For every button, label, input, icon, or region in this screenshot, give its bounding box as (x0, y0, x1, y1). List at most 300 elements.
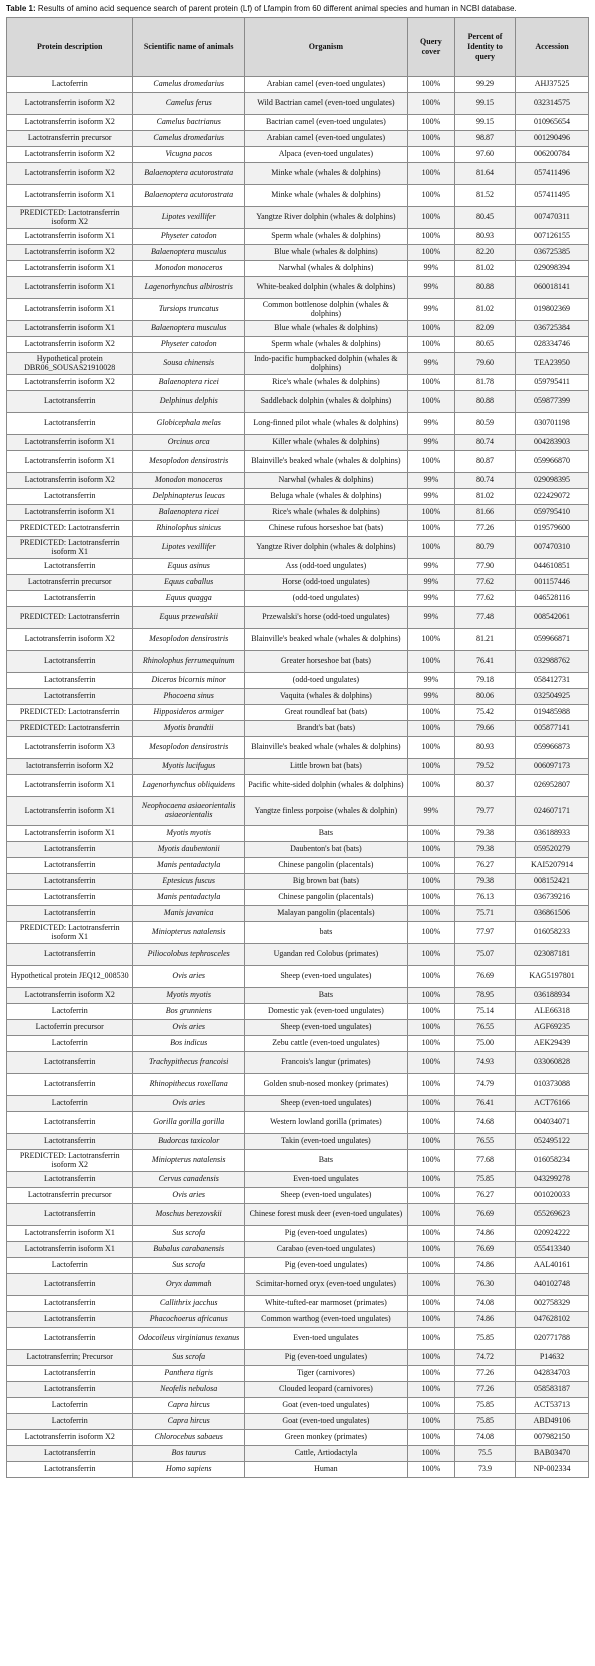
accession-cell: 059966871 (516, 629, 589, 651)
table-row (7, 505, 589, 521)
table-row (7, 337, 589, 353)
query-cover-cell: 99% (407, 299, 454, 321)
table-row (7, 966, 589, 988)
accession-cell: AEK29439 (516, 1036, 589, 1052)
accession-cell: 001290496 (516, 131, 589, 147)
organism-cell: Goat (even-toed ungulates) (244, 1398, 407, 1414)
accession-cell: 055269623 (516, 1204, 589, 1226)
query-cover-cell: 100% (407, 321, 454, 337)
query-cover-cell: 100% (407, 1242, 454, 1258)
accession-cell: 008152421 (516, 874, 589, 890)
query-cover-cell: 100% (407, 537, 454, 559)
table-row (7, 277, 589, 299)
organism-cell: Sperm whale (whales & dolphins) (244, 229, 407, 245)
query-cover-cell: 100% (407, 375, 454, 391)
query-cover-cell: 99% (407, 489, 454, 505)
scientific-name-cell: Camelus dromedarius (133, 131, 244, 147)
protein-description-cell: Lactoferrin (7, 1414, 133, 1430)
query-cover-cell: 100% (407, 890, 454, 906)
percent-identity-cell: 98.87 (455, 131, 516, 147)
scientific-name-cell: Neophocaena asiaeorientalis asiaeorientalis (133, 797, 244, 826)
scientific-name-cell: Miniopterus natalensis (133, 1150, 244, 1172)
percent-identity-cell: 80.93 (455, 737, 516, 759)
organism-cell: Goat (even-toed ungulates) (244, 1414, 407, 1430)
organism-cell: Pig (even-toed ungulates) (244, 1258, 407, 1274)
query-cover-cell: 100% (407, 906, 454, 922)
table-row (7, 1274, 589, 1296)
organism-cell: Great roundleaf bat (bats) (244, 705, 407, 721)
organism-cell: Long-finned pilot whale (whales & dolphins) (244, 413, 407, 435)
accession-cell: 036188933 (516, 826, 589, 842)
protein-description-cell: Lactotransferrin (7, 842, 133, 858)
percent-identity-cell: 76.41 (455, 651, 516, 673)
scientific-name-cell: Manis javanica (133, 906, 244, 922)
protein-description-cell: Lactotransferrin (7, 591, 133, 607)
table-row (7, 922, 589, 944)
table-row (7, 1188, 589, 1204)
protein-description-cell: Lactotransferrin (7, 890, 133, 906)
query-cover-cell: 100% (407, 737, 454, 759)
scientific-name-cell: Rhinopithecus roxellana (133, 1074, 244, 1096)
query-cover-cell: 99% (407, 261, 454, 277)
table-row (7, 147, 589, 163)
query-cover-cell: 100% (407, 521, 454, 537)
percent-identity-cell: 80.65 (455, 337, 516, 353)
percent-identity-cell: 74.08 (455, 1430, 516, 1446)
scientific-name-cell: Capra hircus (133, 1398, 244, 1414)
query-cover-cell: 100% (407, 1414, 454, 1430)
percent-identity-cell: 76.69 (455, 966, 516, 988)
accession-cell: 008542061 (516, 607, 589, 629)
percent-identity-cell: 78.95 (455, 988, 516, 1004)
organism-cell: Vaquita (whales & dolphins) (244, 689, 407, 705)
percent-identity-cell: 80.45 (455, 207, 516, 229)
percent-identity-cell: 75.71 (455, 906, 516, 922)
query-cover-cell: 100% (407, 163, 454, 185)
scientific-name-cell: Ovis aries (133, 1096, 244, 1112)
percent-identity-cell: 74.86 (455, 1258, 516, 1274)
table-header (7, 18, 589, 77)
accession-cell: 006097173 (516, 759, 589, 775)
protein-description-cell: Lactotransferrin isoform X1 (7, 1242, 133, 1258)
accession-cell: 036861506 (516, 906, 589, 922)
table-row (7, 1328, 589, 1350)
query-cover-cell: 100% (407, 858, 454, 874)
organism-cell: Blue whale (whales & dolphins) (244, 321, 407, 337)
scientific-name-cell: Balaenoptera acutorostrata (133, 185, 244, 207)
accession-cell: 043299278 (516, 1172, 589, 1188)
accession-cell: 007982150 (516, 1430, 589, 1446)
query-cover-cell: 100% (407, 77, 454, 93)
protein-description-cell: Lactotransferrin (7, 944, 133, 966)
organism-cell: Blainville's beaked whale (whales & dolphins) (244, 629, 407, 651)
accession-cell: 019579600 (516, 521, 589, 537)
query-cover-cell: 100% (407, 1328, 454, 1350)
scientific-name-cell: Lagenorhynchus albirostris (133, 277, 244, 299)
organism-cell: Horse (odd-toed ungulates) (244, 575, 407, 591)
protein-description-cell: Lactotransferrin isoform X2 (7, 115, 133, 131)
table-row (7, 375, 589, 391)
query-cover-cell: 99% (407, 797, 454, 826)
table-row (7, 797, 589, 826)
table-row (7, 473, 589, 489)
accession-cell: 032314575 (516, 93, 589, 115)
table-row (7, 1004, 589, 1020)
protein-description-cell: Lactotransferrin (7, 1296, 133, 1312)
table-row (7, 353, 589, 375)
query-cover-cell: 100% (407, 842, 454, 858)
organism-cell: Arabian camel (even-toed ungulates) (244, 131, 407, 147)
organism-cell: Common warthog (even-toed ungulates) (244, 1312, 407, 1328)
protein-description-cell: Lactotransferrin isoform X1 (7, 797, 133, 826)
accession-cell: 020771788 (516, 1328, 589, 1350)
query-cover-cell: 100% (407, 1296, 454, 1312)
results-table (6, 17, 589, 1478)
organism-cell: Malayan pangolin (placentals) (244, 906, 407, 922)
query-cover-cell: 100% (407, 651, 454, 673)
scientific-name-cell: Myotis myotis (133, 988, 244, 1004)
table-row (7, 890, 589, 906)
table-row (7, 842, 589, 858)
organism-cell: Sheep (even-toed ungulates) (244, 1096, 407, 1112)
scientific-name-cell: Neofelis nebulosa (133, 1382, 244, 1398)
organism-cell: Blainville's beaked whale (whales & dolphins) (244, 451, 407, 473)
table-row (7, 1096, 589, 1112)
percent-identity-cell: 79.52 (455, 759, 516, 775)
query-cover-cell: 100% (407, 1350, 454, 1366)
header-protein-description: Protein description (7, 18, 133, 77)
scientific-name-cell: Odocoileus virginianus texanus (133, 1328, 244, 1350)
scientific-name-cell: Sus scrofa (133, 1258, 244, 1274)
protein-description-cell: Lactotransferrin (7, 858, 133, 874)
scientific-name-cell: Equus quagga (133, 591, 244, 607)
query-cover-cell: 100% (407, 1258, 454, 1274)
accession-cell: 032504925 (516, 689, 589, 705)
percent-identity-cell: 76.55 (455, 1134, 516, 1150)
query-cover-cell: 100% (407, 337, 454, 353)
table-body (7, 77, 589, 1478)
protein-description-cell: Lactotransferrin (7, 1204, 133, 1226)
scientific-name-cell: Phacochoerus africanus (133, 1312, 244, 1328)
organism-cell: Minke whale (whales & dolphins) (244, 185, 407, 207)
scientific-name-cell: Tursiops truncatus (133, 299, 244, 321)
scientific-name-cell: Lipotes vexillifer (133, 537, 244, 559)
table-row (7, 1296, 589, 1312)
query-cover-cell: 100% (407, 1150, 454, 1172)
percent-identity-cell: 75.85 (455, 1414, 516, 1430)
table-row (7, 229, 589, 245)
organism-cell: Bats (244, 988, 407, 1004)
protein-description-cell: Lactotransferrin (7, 651, 133, 673)
protein-description-cell: Lactotransferrin (7, 1052, 133, 1074)
percent-identity-cell: 99.29 (455, 77, 516, 93)
accession-cell: 022429072 (516, 489, 589, 505)
protein-description-cell: Lactotransferrin (7, 1274, 133, 1296)
organism-cell: Clouded leopard (carnivores) (244, 1382, 407, 1398)
percent-identity-cell: 74.72 (455, 1350, 516, 1366)
table-row (7, 575, 589, 591)
protein-description-cell: Lactotransferrin isoform X1 (7, 277, 133, 299)
table-row (7, 185, 589, 207)
accession-cell: 010373088 (516, 1074, 589, 1096)
organism-cell: Takin (even-toed ungulates) (244, 1134, 407, 1150)
scientific-name-cell: Bos indicus (133, 1036, 244, 1052)
protein-description-cell: Lactotransferrin isoform X2 (7, 629, 133, 651)
scientific-name-cell: Monodon monoceros (133, 473, 244, 489)
percent-identity-cell: 74.93 (455, 1052, 516, 1074)
accession-cell: AGF69235 (516, 1020, 589, 1036)
organism-cell: Narwhal (whales & dolphins) (244, 261, 407, 277)
query-cover-cell: 100% (407, 391, 454, 413)
accession-cell: 002758329 (516, 1296, 589, 1312)
accession-cell: 059795410 (516, 505, 589, 521)
organism-cell: Minke whale (whales & dolphins) (244, 163, 407, 185)
percent-identity-cell: 76.69 (455, 1204, 516, 1226)
organism-cell: Green monkey (primates) (244, 1430, 407, 1446)
protein-description-cell: Lactotransferrin isoform X2 (7, 163, 133, 185)
scientific-name-cell: Orcinus orca (133, 435, 244, 451)
percent-identity-cell: 79.77 (455, 797, 516, 826)
query-cover-cell: 99% (407, 435, 454, 451)
accession-cell: 028334746 (516, 337, 589, 353)
scientific-name-cell: Ovis aries (133, 1188, 244, 1204)
scientific-name-cell: Eptesicus fuscus (133, 874, 244, 890)
query-cover-cell: 100% (407, 147, 454, 163)
accession-cell: 033060828 (516, 1052, 589, 1074)
query-cover-cell: 100% (407, 505, 454, 521)
scientific-name-cell: Equus przewalskii (133, 607, 244, 629)
protein-description-cell: Lactotransferrin isoform X1 (7, 505, 133, 521)
percent-identity-cell: 80.88 (455, 277, 516, 299)
percent-identity-cell: 80.59 (455, 413, 516, 435)
protein-description-cell: Lactotransferrin precursor (7, 131, 133, 147)
query-cover-cell: 100% (407, 245, 454, 261)
protein-description-cell: Lactotransferrin precursor (7, 1188, 133, 1204)
organism-cell: Bactrian camel (even-toed ungulates) (244, 115, 407, 131)
organism-cell: Arabian camel (even-toed ungulates) (244, 77, 407, 93)
organism-cell: Chinese pangolin (placentals) (244, 890, 407, 906)
protein-description-cell: Lactotransferrin (7, 1112, 133, 1134)
scientific-name-cell: Delphinus delphis (133, 391, 244, 413)
table-row (7, 163, 589, 185)
table-row (7, 906, 589, 922)
scientific-name-cell: Balaenoptera ricei (133, 375, 244, 391)
percent-identity-cell: 80.88 (455, 391, 516, 413)
table-row (7, 826, 589, 842)
query-cover-cell: 100% (407, 629, 454, 651)
table-row (7, 1020, 589, 1036)
percent-identity-cell: 80.87 (455, 451, 516, 473)
table-row (7, 988, 589, 1004)
organism-cell: Golden snub-nosed monkey (primates) (244, 1074, 407, 1096)
accession-cell: 019802369 (516, 299, 589, 321)
scientific-name-cell: Physeter catodon (133, 337, 244, 353)
protein-description-cell: Lactotransferrin (7, 391, 133, 413)
organism-cell: Yangtze River dolphin (whales & dolphins) (244, 207, 407, 229)
protein-description-cell: Lactoferrin (7, 1004, 133, 1020)
protein-description-cell: PREDICTED: Lactotransferrin (7, 721, 133, 737)
protein-description-cell: PREDICTED: Lactotransferrin (7, 521, 133, 537)
accession-cell: 032988762 (516, 651, 589, 673)
protein-description-cell: Lactoferrin (7, 77, 133, 93)
protein-description-cell: Lactoferrin precursor (7, 1020, 133, 1036)
organism-cell: Yangtze River dolphin (whales & dolphins) (244, 537, 407, 559)
scientific-name-cell: Oryx dammah (133, 1274, 244, 1296)
organism-cell: Wild Bactrian camel (even-toed ungulates) (244, 93, 407, 115)
percent-identity-cell: 81.66 (455, 505, 516, 521)
query-cover-cell: 100% (407, 115, 454, 131)
organism-cell: Sheep (even-toed ungulates) (244, 1020, 407, 1036)
table-row (7, 775, 589, 797)
protein-description-cell: Lactotransferrin isoform X1 (7, 299, 133, 321)
percent-identity-cell: 74.86 (455, 1312, 516, 1328)
accession-cell: 023087181 (516, 944, 589, 966)
table-row (7, 1414, 589, 1430)
accession-cell: 004034071 (516, 1112, 589, 1134)
query-cover-cell: 100% (407, 1172, 454, 1188)
percent-identity-cell: 75.42 (455, 705, 516, 721)
protein-description-cell: Lactotransferrin isoform X2 (7, 93, 133, 115)
scientific-name-cell: Balaenoptera musculus (133, 321, 244, 337)
scientific-name-cell: Moschus berezovskii (133, 1204, 244, 1226)
accession-cell: 030701198 (516, 413, 589, 435)
protein-description-cell: Lactotransferrin isoform X1 (7, 1226, 133, 1242)
scientific-name-cell: Manis pentadactyla (133, 858, 244, 874)
protein-description-cell: Lactotransferrin isoform X2 (7, 375, 133, 391)
scientific-name-cell: Bos taurus (133, 1446, 244, 1462)
query-cover-cell: 100% (407, 131, 454, 147)
organism-cell: Killer whale (whales & dolphins) (244, 435, 407, 451)
table-row (7, 721, 589, 737)
percent-identity-cell: 76.27 (455, 858, 516, 874)
scientific-name-cell: Globicephala melas (133, 413, 244, 435)
table-row (7, 1258, 589, 1274)
percent-identity-cell: 75.5 (455, 1446, 516, 1462)
organism-cell: Yangtze finless porpoise (whales & dolphin) (244, 797, 407, 826)
organism-cell: Ugandan red Colobus (primates) (244, 944, 407, 966)
query-cover-cell: 100% (407, 988, 454, 1004)
scientific-name-cell: Phocoena sinus (133, 689, 244, 705)
protein-description-cell: Lactotransferrin (7, 1462, 133, 1478)
percent-identity-cell: 75.14 (455, 1004, 516, 1020)
accession-cell: 006200784 (516, 147, 589, 163)
query-cover-cell: 100% (407, 1074, 454, 1096)
percent-identity-cell: 81.78 (455, 375, 516, 391)
header-row (7, 18, 589, 77)
protein-description-cell: Lactotransferrin (7, 673, 133, 689)
accession-cell: TEA23950 (516, 353, 589, 375)
table-caption (6, 4, 589, 14)
scientific-name-cell: Physeter catodon (133, 229, 244, 245)
table-row (7, 391, 589, 413)
table-row (7, 451, 589, 473)
header-organism: Organism (244, 18, 407, 77)
scientific-name-cell: Rhinolophus sinicus (133, 521, 244, 537)
organism-cell: (odd-toed ungulates) (244, 591, 407, 607)
percent-identity-cell: 80.74 (455, 473, 516, 489)
accession-cell: 036725384 (516, 321, 589, 337)
protein-description-cell: Lactotransferrin (7, 906, 133, 922)
organism-cell: Pig (even-toed ungulates) (244, 1226, 407, 1242)
table-row (7, 1446, 589, 1462)
query-cover-cell: 99% (407, 413, 454, 435)
accession-cell: 010965654 (516, 115, 589, 131)
organism-cell: Beluga whale (whales & dolphins) (244, 489, 407, 505)
accession-cell: P14632 (516, 1350, 589, 1366)
scientific-name-cell: Camelus dromedarius (133, 77, 244, 93)
organism-cell: Chinese rufous horseshoe bat (bats) (244, 521, 407, 537)
accession-cell: 001020033 (516, 1188, 589, 1204)
table-row (7, 93, 589, 115)
scientific-name-cell: Hipposideros armiger (133, 705, 244, 721)
query-cover-cell: 100% (407, 1004, 454, 1020)
percent-identity-cell: 80.93 (455, 229, 516, 245)
scientific-name-cell: Homo sapiens (133, 1462, 244, 1478)
percent-identity-cell: 73.9 (455, 1462, 516, 1478)
accession-cell: 007126155 (516, 229, 589, 245)
query-cover-cell: 100% (407, 1366, 454, 1382)
scientific-name-cell: Ovis aries (133, 1020, 244, 1036)
accession-cell: 036725385 (516, 245, 589, 261)
protein-description-cell: Lactotransferrin (7, 1366, 133, 1382)
header-percent-identity: Percent of Identity to query (455, 18, 516, 77)
percent-identity-cell: 76.41 (455, 1096, 516, 1112)
percent-identity-cell: 79.66 (455, 721, 516, 737)
query-cover-cell: 100% (407, 1226, 454, 1242)
protein-description-cell: PREDICTED: Lactotransferrin (7, 607, 133, 629)
organism-cell: Common bottlenose dolphin (whales & dolphins) (244, 299, 407, 321)
accession-cell: 047628102 (516, 1312, 589, 1328)
organism-cell: Pacific white-sided dolphin (whales & dolphins) (244, 775, 407, 797)
protein-description-cell: Lactotransferrin isoform X1 (7, 451, 133, 473)
organism-cell: Chinese pangolin (placentals) (244, 858, 407, 874)
query-cover-cell: 100% (407, 775, 454, 797)
percent-identity-cell: 76.27 (455, 1188, 516, 1204)
protein-description-cell: Lactotransferrin isoform X1 (7, 321, 133, 337)
accession-cell: ACT76166 (516, 1096, 589, 1112)
table-row (7, 1226, 589, 1242)
organism-cell: Greater horseshoe bat (bats) (244, 651, 407, 673)
query-cover-cell: 100% (407, 1446, 454, 1462)
scientific-name-cell: Bubalus carabanensis (133, 1242, 244, 1258)
protein-description-cell: Lactotransferrin isoform X2 (7, 988, 133, 1004)
header-accession: Accession (516, 18, 589, 77)
accession-cell: 026952807 (516, 775, 589, 797)
protein-description-cell: Lactotransferrin (7, 1172, 133, 1188)
query-cover-cell: 100% (407, 705, 454, 721)
scientific-name-cell: Monodon monoceros (133, 261, 244, 277)
percent-identity-cell: 79.38 (455, 826, 516, 842)
organism-cell: Ass (odd-toed ungulates) (244, 559, 407, 575)
table-row (7, 1366, 589, 1382)
percent-identity-cell: 77.90 (455, 559, 516, 575)
percent-identity-cell: 82.09 (455, 321, 516, 337)
query-cover-cell: 100% (407, 1188, 454, 1204)
organism-cell: Human (244, 1462, 407, 1478)
table-row (7, 607, 589, 629)
table-row (7, 944, 589, 966)
table-row (7, 1134, 589, 1150)
query-cover-cell: 100% (407, 451, 454, 473)
scientific-name-cell: Equus caballus (133, 575, 244, 591)
scientific-name-cell: Callithrix jacchus (133, 1296, 244, 1312)
query-cover-cell: 100% (407, 966, 454, 988)
organism-cell: Daubenton's bat (bats) (244, 842, 407, 858)
organism-cell: Pig (even-toed ungulates) (244, 1350, 407, 1366)
percent-identity-cell: 81.64 (455, 163, 516, 185)
table-row (7, 413, 589, 435)
scientific-name-cell: Lipotes vexillifer (133, 207, 244, 229)
